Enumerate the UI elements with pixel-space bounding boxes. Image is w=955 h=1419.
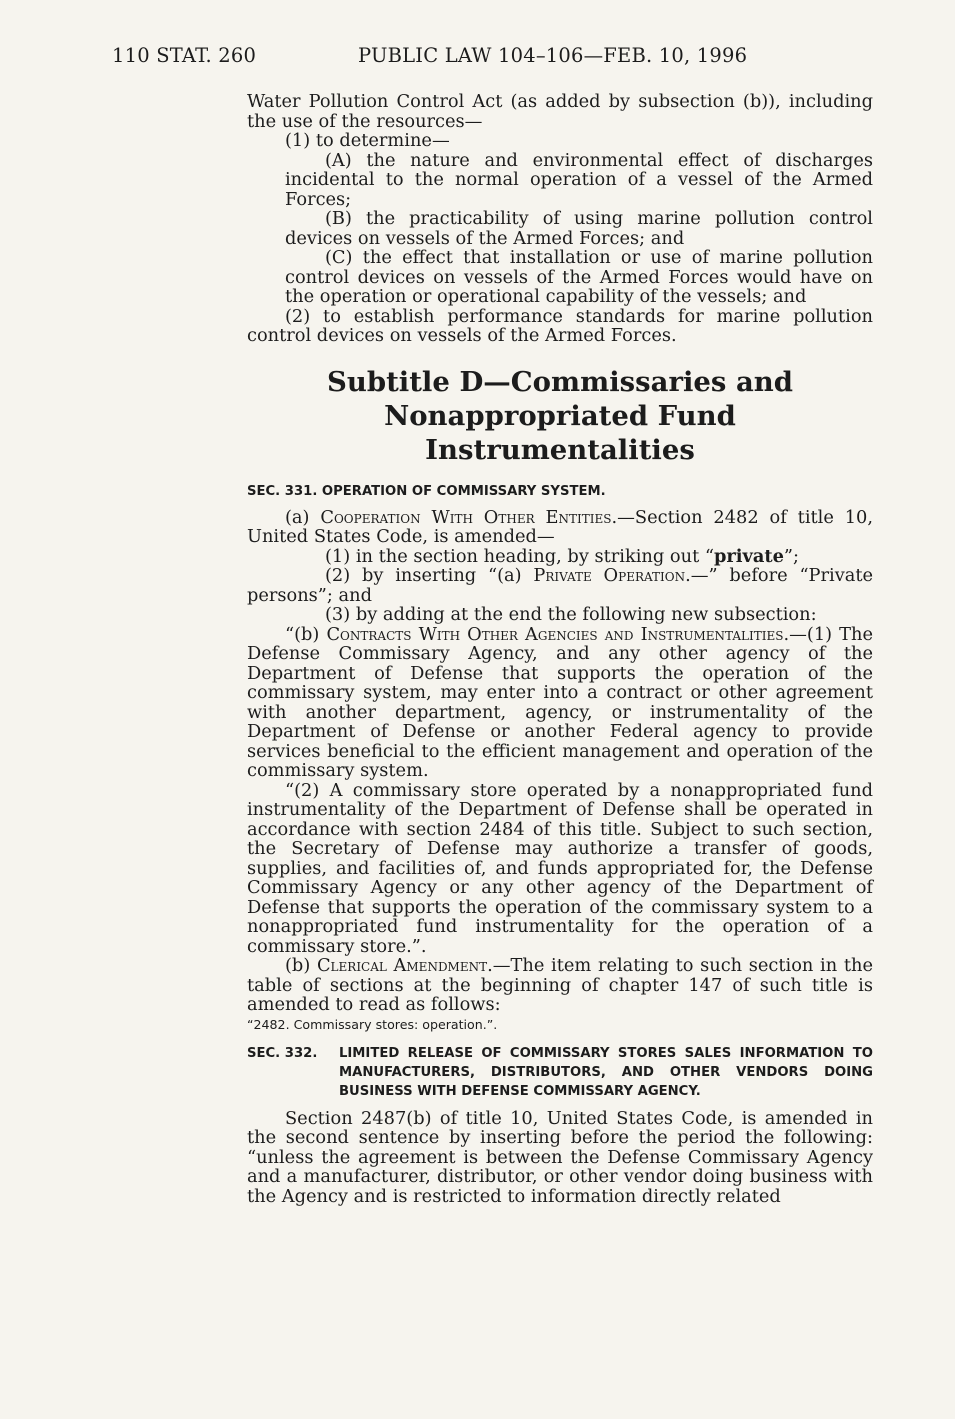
item-2-text: (2) by inserting “(a) <box>325 565 522 586</box>
subsection-b-paragraph-2: “(2) A commissary store operated by a nonappropriated fund instrumentality of the Department of Defense shall be operated in accordance with section 2484 of this title. Subject to such section, the Secretary of Defense may authorize a transfer of goods, supplies, and facilities of, and funds appropriated for, the Defense Commissary Agency or any other agency of the Department of Defense that supports the operation of the commissary system to a nonappropriated fund instrumentality for the operation of a commissary store.”. <box>247 779 873 957</box>
subparagraph-a: (A) the nature and environmental effect of discharges incidental to the normal operation of a vessel of the Armed Forces; <box>285 149 873 210</box>
amendment-item-2 <box>247 566 873 605</box>
subsection-a-caption: Cooperation With Other Entities. <box>320 506 618 528</box>
clerical-caption: Clerical Amendment. <box>316 955 493 976</box>
section-332-number: SEC. 332. <box>247 1045 318 1061</box>
item-2-caption: Private Operation. <box>533 565 691 586</box>
subsection-b-text: —(1) The Defense Commissary Agency, and any other agency of the Department of Defense that supports the operation of the commissary system, may enter into a contract or other agreement with another department, agency, or instrumentality of the Department of Defense or another Federal agency to provide services beneficial to the efficient management and operation of the commissary system. <box>247 623 873 781</box>
item-2-close: —” before “Private persons”; and <box>247 565 874 606</box>
subtitle-line-2: Nonappropriated Fund Instrumentalities <box>384 399 736 466</box>
section-331-heading: SEC. 331. OPERATION OF COMMISSARY SYSTEM. <box>247 483 606 499</box>
subparagraph-c: (C) the effect that installation or use of marine pollution control devices on vessels of the Armed Forces would have on the operation or operational capability of the vessels; and <box>285 247 873 307</box>
clerical-text: —The item relating to such section in the table of sections at the beginning of chapter 147 of such title is amended to read as follows: <box>247 955 873 1015</box>
amendment-item-1 <box>247 547 873 567</box>
amendment-item-3: (3) by adding at the end the following new subsection: <box>325 604 817 625</box>
paragraph-2: (2) to establish performance standards for marine pollution control devices on vessels of the Armed Forces. <box>247 305 873 346</box>
subsection-a <box>247 508 873 547</box>
page-header <box>112 44 762 72</box>
statute-page-number: 110 STAT. 260 <box>112 44 257 67</box>
subsection-b-quote <box>247 625 873 781</box>
subsection-b-label: “(b) <box>285 623 320 645</box>
paragraph-1: (1) to determine— <box>285 130 450 151</box>
item-1-close: ”; <box>783 545 799 567</box>
section-332-heading <box>247 1044 873 1101</box>
subsection-b-caption: Contracts With Other Agencies and Instrumentalities. <box>326 623 790 645</box>
subsection-a-label: (a) <box>285 506 310 528</box>
item-1-text: (1) in the section heading, by striking out “ <box>325 545 714 567</box>
section-332-title: LIMITED RELEASE OF COMMISSARY STORES SALES INFORMATION TO MANUFACTURERS, DISTRIBUTORS, AND OTHER VENDORS DOING BUSINESS WITH DEFENSE COMMISSARY AGENCY. <box>339 1045 873 1099</box>
subsection-a-text: —Section 2482 of title 10, United States Code, is amended— <box>247 506 874 547</box>
clerical-label: (b) <box>285 955 311 976</box>
subtitle-heading <box>247 365 873 467</box>
subtitle-line-1: Subtitle D—Commissaries and <box>327 365 793 398</box>
law-title: PUBLIC LAW 104–106—FEB. 10, 1996 <box>358 44 748 67</box>
subparagraph-b: (B) the practicability of using marine pollution control devices on vessels of the Armed Forces; and <box>285 208 873 249</box>
document-body <box>247 92 873 1206</box>
section-332-text: Section 2487(b) of title 10, United States Code, is amended in the second sentence by inserting before the period the following: “unless the agreement is between the Defense Commissary Agency and a manufacturer, distributor, or other vendor doing business with the Agency and is restricted to information directly related <box>247 1107 873 1207</box>
intro-lead-paragraph: Water Pollution Control Act (as added by subsection (b)), including the use of the resources— <box>247 91 873 132</box>
table-item-line: “2482. Commissary stores: operation.”. <box>247 1016 498 1032</box>
item-1-bold-term: private <box>713 545 784 567</box>
clerical-amendment <box>247 956 873 1015</box>
